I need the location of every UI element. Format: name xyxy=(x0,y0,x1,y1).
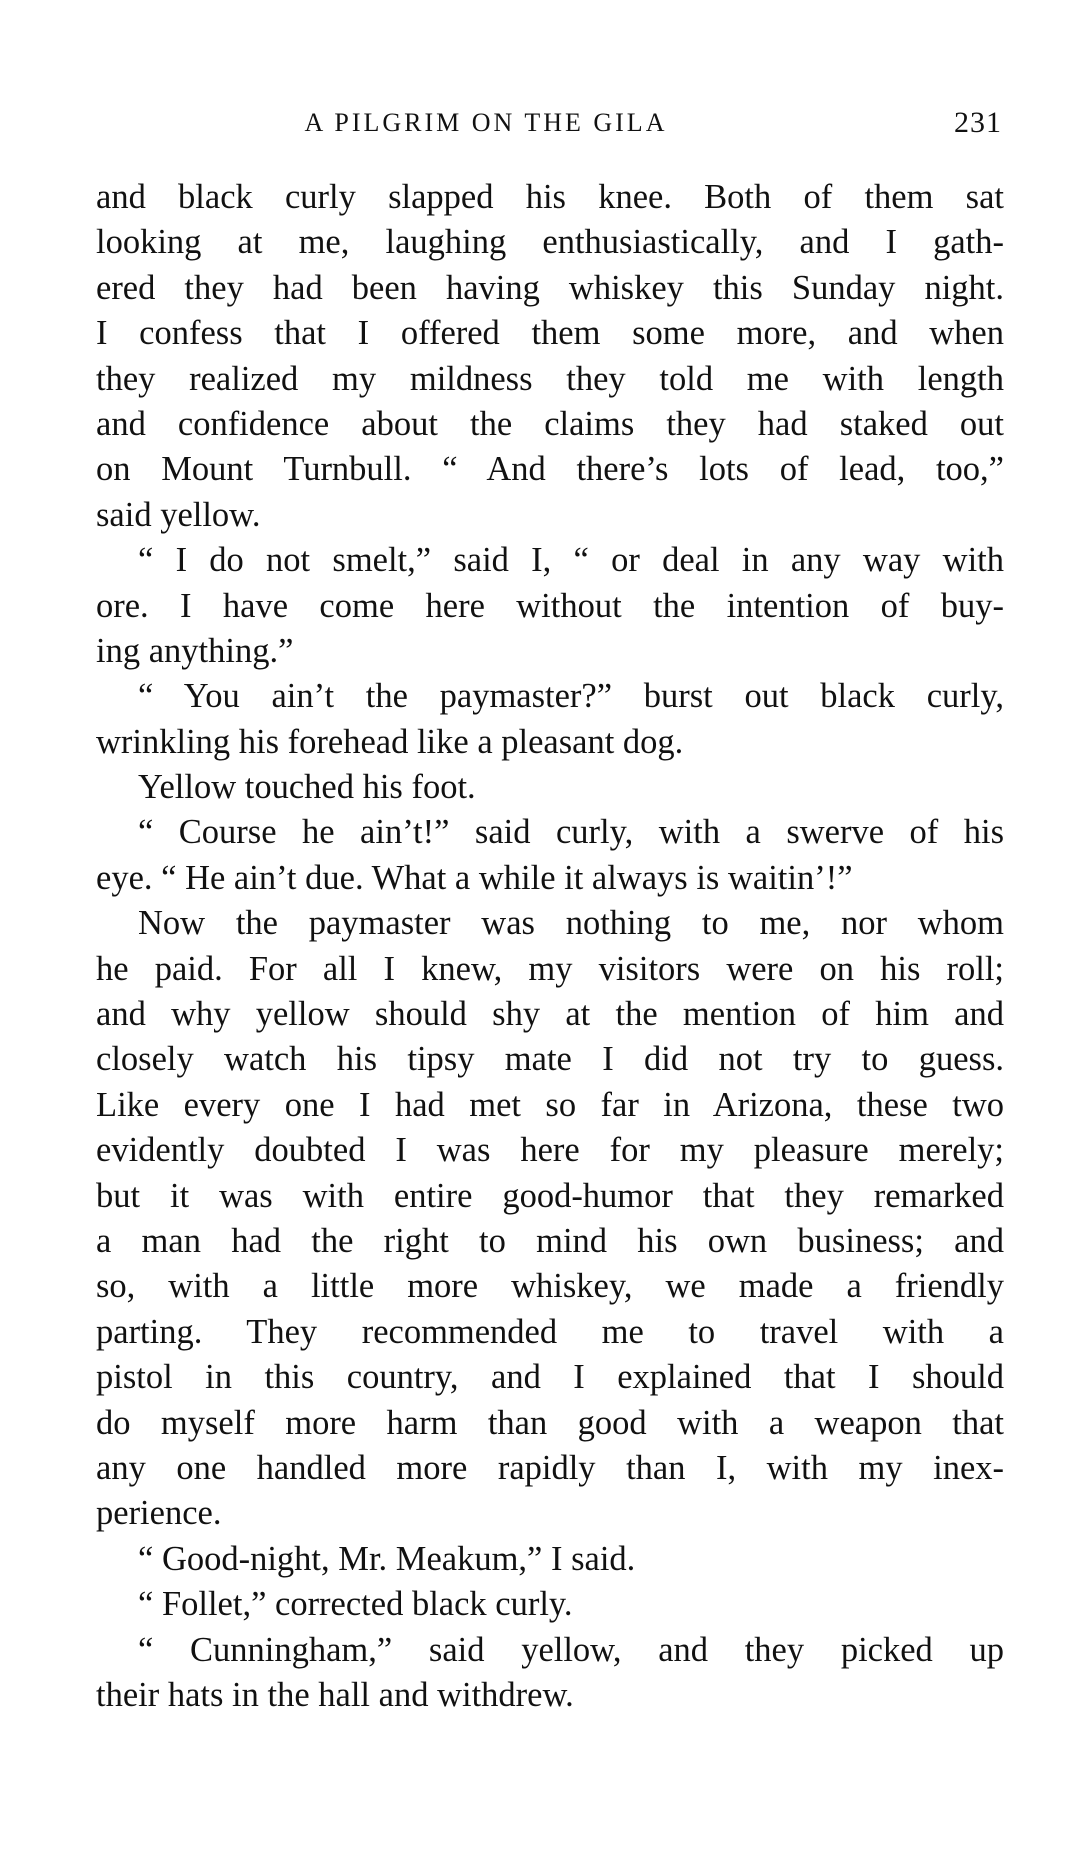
text-line: but it was with entire good-humor that they remarked xyxy=(96,1176,1004,1215)
text-line: they realized my mildness they told me with length xyxy=(96,359,1004,398)
running-title: A PILGRIM ON THE GILA xyxy=(304,108,668,137)
text-line: and confidence about the claims they had staked out xyxy=(96,404,1004,443)
text-line: do myself more harm than good with a weapon that xyxy=(96,1403,1004,1442)
text-line: perience. xyxy=(96,1494,222,1533)
paragraph xyxy=(96,765,1004,810)
text-line: and black curly slapped his knee. Both of them sat xyxy=(96,178,1004,216)
text-line: looking at me, laughing enthusiastically, and I gath- xyxy=(96,223,1004,262)
text-line: so, with a little more whiskey, we made a friendly xyxy=(96,1267,1004,1306)
body-text xyxy=(96,175,1004,1718)
text-line: pistol in this country, and I explained that I should xyxy=(96,1358,1004,1397)
page-number: 231 xyxy=(954,106,1002,139)
text-line: Yellow touched his foot. xyxy=(138,768,476,807)
text-line: he paid. For all I knew, my visitors were on his roll; xyxy=(96,949,1004,988)
text-line: “ Course he ain’t!” said curly, with a swerve of his xyxy=(138,813,1004,852)
text-line: on Mount Turnbull. “ And there’s lots of lead, too,” xyxy=(96,450,1004,489)
text-line: evidently doubted I was here for my pleasure merely; xyxy=(96,1131,1004,1170)
text-line: ore. I have come here without the intention of buy- xyxy=(96,586,1004,625)
text-line: parting. They recommended me to travel with a xyxy=(96,1312,1004,1351)
running-head xyxy=(96,104,1006,144)
paragraph xyxy=(96,175,1004,538)
text-line: said yellow. xyxy=(96,495,261,534)
text-line: ing anything.” xyxy=(96,631,294,670)
paragraph xyxy=(96,1582,1004,1627)
text-line: “ Follet,” corrected black curly. xyxy=(138,1585,573,1624)
text-line: I confess that I offered them some more, and when xyxy=(96,314,1004,353)
paragraph xyxy=(96,810,1004,901)
paragraph xyxy=(96,1537,1004,1582)
text-line: Like every one I had met so far in Arizona, these two xyxy=(96,1085,1004,1124)
paragraph xyxy=(96,538,1004,674)
text-line: ered they had been having whiskey this Sunday night. xyxy=(96,268,1004,307)
text-line: “ Good-night, Mr. Meakum,” I said. xyxy=(138,1539,636,1578)
text-line: closely watch his tipsy mate I did not try to guess. xyxy=(96,1040,1004,1079)
text-line: “ Cunningham,” said yellow, and they picked up xyxy=(138,1630,1004,1669)
paragraph xyxy=(96,1628,1004,1719)
paragraph xyxy=(96,674,1004,765)
text-line: “ You ain’t the paymaster?” burst out black curly, xyxy=(138,677,1004,716)
text-line: and why yellow should shy at the mention of him and xyxy=(96,995,1004,1034)
text-line: a man had the right to mind his own business; and xyxy=(96,1221,1004,1260)
text-line: their hats in the hall and withdrew. xyxy=(96,1675,574,1714)
text-line: eye. “ He ain’t due. What a while it always is waitin’!” xyxy=(96,858,853,897)
text-line: wrinkling his forehead like a pleasant dog. xyxy=(96,722,684,761)
text-line: any one handled more rapidly than I, with my inex- xyxy=(96,1448,1004,1487)
text-line: Now the paymaster was nothing to me, nor whom xyxy=(138,904,1004,943)
text-line: “ I do not smelt,” said I, “ or deal in any way with xyxy=(138,541,1004,580)
paragraph xyxy=(96,901,1004,1536)
